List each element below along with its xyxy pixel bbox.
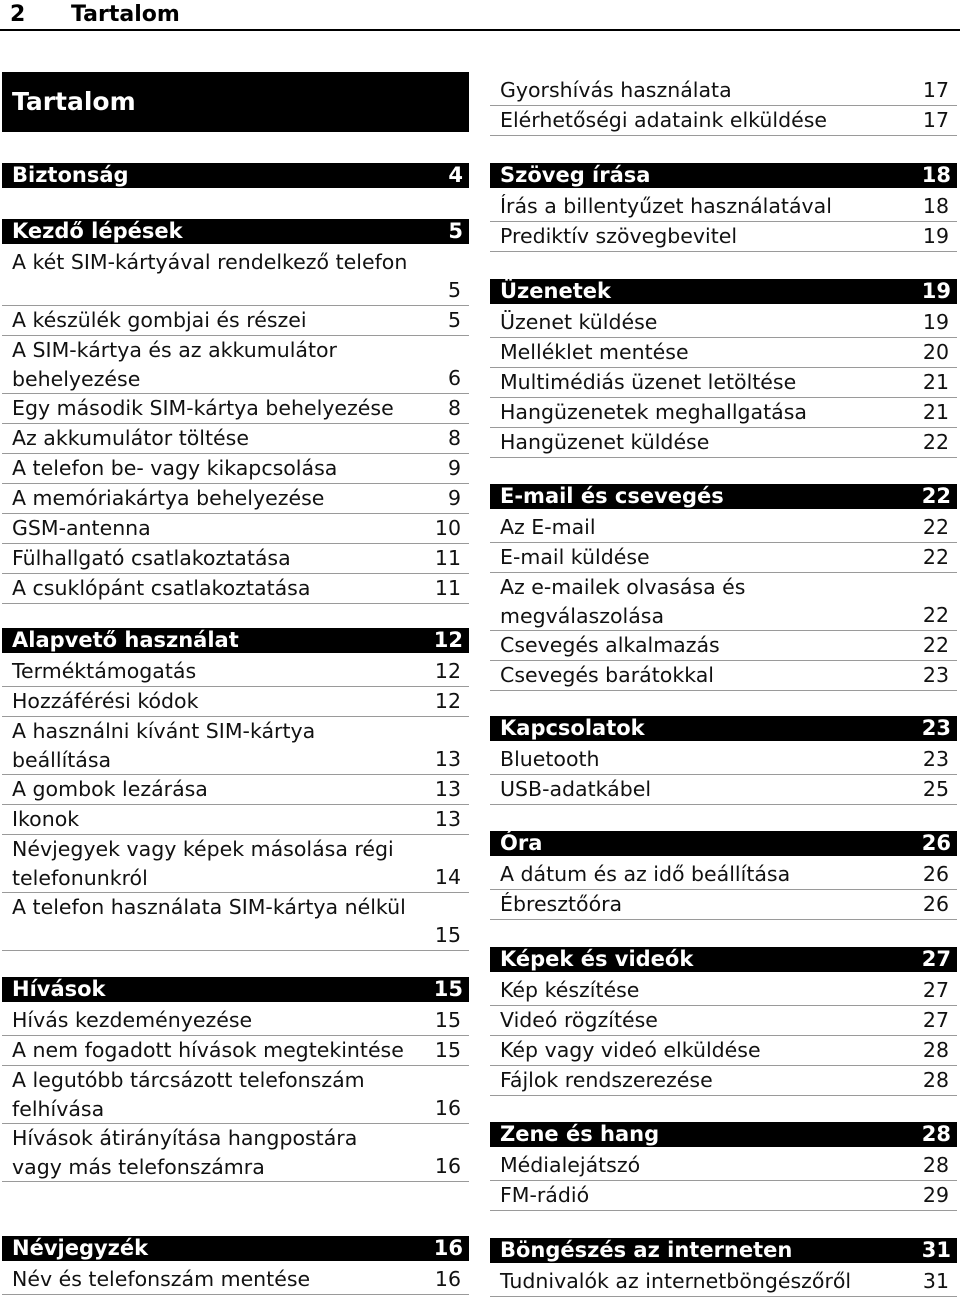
toc-entry-title: A nem fogadott hívások megtekintése <box>12 1038 404 1062</box>
section-heading[interactable] <box>490 1122 957 1147</box>
toc-entry[interactable] <box>2 306 469 336</box>
toc-entry-page: 28 <box>922 1038 949 1062</box>
toc-entry[interactable] <box>2 424 469 454</box>
toc-entry-page: 29 <box>922 1183 949 1207</box>
toc-entry-title: Kép vagy videó elküldése <box>500 1038 761 1062</box>
toc-entry-page: 9 <box>447 486 461 510</box>
toc-entry-title: A gombok lezárása <box>12 777 208 801</box>
section-heading-title: Alapvető használat <box>12 628 239 652</box>
toc-entry-title: Az e-mailek olvasása és megválaszolása <box>500 575 746 628</box>
toc-entry-page: 17 <box>922 108 949 132</box>
toc-entry-title: Az E-mail <box>500 515 596 539</box>
toc-entry-page: 12 <box>434 689 461 713</box>
toc-entry[interactable] <box>2 514 469 544</box>
toc-banner: Tartalom <box>2 72 469 132</box>
section-heading-page: 16 <box>433 1236 463 1260</box>
toc-entry[interactable] <box>2 454 469 484</box>
section-heading-title: E-mail és csevegés <box>500 484 724 508</box>
toc-entry-title: A dátum és az idő beállítása <box>500 862 791 886</box>
toc-entry-page: 8 <box>447 426 461 450</box>
section-heading-page: 15 <box>433 977 463 1001</box>
toc-entry[interactable] <box>2 484 469 514</box>
toc-entry[interactable] <box>490 543 957 573</box>
toc-entry[interactable] <box>490 860 957 890</box>
toc-entry-title: A telefon használata SIM-kártya nélkül <box>12 895 406 919</box>
toc-entry-title: Elérhetőségi adataink elküldése <box>500 108 827 132</box>
toc-entry-page: 18 <box>922 194 949 218</box>
section-heading[interactable] <box>490 1238 957 1263</box>
section-heading-title: Üzenetek <box>500 279 611 303</box>
toc-entry[interactable] <box>490 76 957 106</box>
toc-entry[interactable] <box>490 631 957 661</box>
toc-entry-page: 17 <box>922 78 949 102</box>
toc-entry-title: FM-rádió <box>500 1183 590 1207</box>
toc-entry[interactable] <box>490 338 957 368</box>
toc-entry-title: Fülhallgató csatlakoztatása <box>12 546 291 570</box>
toc-entry-page: 22 <box>922 430 949 454</box>
section-heading-title: Szöveg írása <box>500 163 651 187</box>
toc-entry-title: A memóriakártya behelyezése <box>12 486 325 510</box>
section-heading-page: 4 <box>448 163 463 187</box>
toc-entry-page: 9 <box>447 456 461 480</box>
toc-entry-title: A készülék gombjai és részei <box>12 308 307 332</box>
toc-entry-title: A használni kívánt SIM-kártya beállítása <box>12 719 316 772</box>
toc-entry-title: Bluetooth <box>500 747 600 771</box>
toc-entry-page: 5 <box>447 308 461 332</box>
section-heading[interactable] <box>2 163 469 188</box>
toc-entry-title: Ikonok <box>12 807 80 831</box>
toc-entry[interactable] <box>2 544 469 574</box>
toc-entry[interactable] <box>490 976 957 1006</box>
toc-entry-title: Az akkumulátor töltése <box>12 426 249 450</box>
toc-entry[interactable] <box>2 835 469 893</box>
toc-entry[interactable] <box>490 745 957 775</box>
toc-entry-page: 13 <box>434 747 461 771</box>
toc-entry-title: Médialejátszó <box>500 1153 641 1177</box>
toc-entry-page: 13 <box>434 777 461 801</box>
toc-entry-page: 19 <box>922 310 949 334</box>
toc-entry-title: GSM-antenna <box>12 516 151 540</box>
toc-entry-page: 10 <box>434 516 461 540</box>
toc-entry[interactable] <box>2 893 469 951</box>
toc-entry-title: Üzenet küldése <box>500 310 658 334</box>
toc-entry[interactable] <box>2 1006 469 1036</box>
toc-entry[interactable] <box>490 513 957 543</box>
toc-entry-title: Fájlok rendszerezése <box>500 1068 713 1092</box>
toc-entry-page: 15 <box>434 1038 461 1062</box>
toc-entry-page: 21 <box>922 370 949 394</box>
toc-entry[interactable] <box>2 394 469 424</box>
toc-left-column <box>2 0 469 1296</box>
toc-entry-page: 28 <box>922 1153 949 1177</box>
toc-entry[interactable] <box>490 192 957 222</box>
toc-entry-page: 11 <box>434 546 461 570</box>
toc-entry-title: A csuklópánt csatlakoztatása <box>12 576 311 600</box>
toc-entry-page: 21 <box>922 400 949 424</box>
toc-entry[interactable] <box>2 657 469 687</box>
toc-entry-page: 26 <box>922 892 949 916</box>
section-heading[interactable] <box>2 977 469 1002</box>
toc-entry-title: E-mail küldése <box>500 545 650 569</box>
toc-entry[interactable] <box>490 106 957 136</box>
toc-entry-page: 27 <box>922 1008 949 1032</box>
section-heading-page: 18 <box>921 163 951 187</box>
section-heading-page: 23 <box>921 716 951 740</box>
toc-entry[interactable] <box>490 1181 957 1211</box>
section-heading[interactable] <box>2 219 469 244</box>
toc-entry-page: 16 <box>434 1154 461 1178</box>
toc-entry[interactable] <box>2 687 469 717</box>
toc-entry[interactable] <box>490 308 957 338</box>
toc-entry-page: 11 <box>434 576 461 600</box>
toc-entry[interactable] <box>2 717 469 775</box>
toc-entry-title: Névjegyek vagy képek másolása régi telefonunkról <box>12 837 394 890</box>
section-heading[interactable] <box>490 716 957 741</box>
toc-entry-title: A telefon be- vagy kikapcsolása <box>12 456 338 480</box>
toc-entry-page: 22 <box>922 603 949 627</box>
toc-entry-page: 6 <box>447 366 461 390</box>
toc-entry-title: A legutóbb tárcsázott telefonszám felhívása <box>12 1068 365 1121</box>
toc-entry-title: Ébresztőóra <box>500 892 623 916</box>
section-heading[interactable] <box>490 947 957 972</box>
toc-entry[interactable] <box>2 248 469 306</box>
toc-entry-page: 27 <box>922 978 949 1002</box>
toc-entry-page: 22 <box>922 515 949 539</box>
toc-entry-page: 22 <box>922 633 949 657</box>
section-heading-page: 12 <box>433 628 463 652</box>
toc-entry-title: A SIM-kártya és az akkumulátor behelyezése <box>12 338 337 391</box>
section-heading-title: Kezdő lépések <box>12 219 183 243</box>
toc-entry[interactable] <box>2 1036 469 1066</box>
section-heading[interactable] <box>490 279 957 304</box>
section-heading-page: 27 <box>921 947 951 971</box>
toc-entry-title: Csevegés alkalmazás <box>500 633 720 657</box>
toc-entry-title: Gyorshívás használata <box>500 78 732 102</box>
toc-entry-title: Hívás kezdeményezése <box>12 1008 253 1032</box>
toc-entry[interactable] <box>490 661 957 691</box>
toc-entry-page: 19 <box>922 224 949 248</box>
toc-entry-title: Multimédiás üzenet letöltése <box>500 370 797 394</box>
toc-entry[interactable] <box>2 805 469 835</box>
toc-entry-page: 23 <box>922 663 949 687</box>
section-heading-page: 26 <box>921 831 951 855</box>
toc-entry[interactable] <box>490 398 957 428</box>
toc-entry[interactable] <box>2 336 469 394</box>
toc-entry[interactable] <box>490 1066 957 1096</box>
toc-entry[interactable] <box>490 573 957 631</box>
toc-entry-title: A két SIM-kártyával rendelkező telefon <box>12 250 408 274</box>
toc-entry-title: Terméktámogatás <box>12 659 197 683</box>
toc-entry-title: Név és telefonszám mentése <box>12 1267 311 1291</box>
toc-entry-page: 12 <box>434 659 461 683</box>
toc-entry-page: 15 <box>434 1008 461 1032</box>
section-heading[interactable] <box>490 484 957 509</box>
toc-entry[interactable] <box>490 1006 957 1036</box>
toc-entry[interactable] <box>2 1066 469 1124</box>
toc-entry[interactable] <box>2 775 469 805</box>
toc-entry[interactable] <box>490 775 957 805</box>
toc-entry-page: 26 <box>922 862 949 886</box>
toc-entry[interactable] <box>490 1267 957 1297</box>
toc-entry-page: 13 <box>434 807 461 831</box>
toc-entry-title: Írás a billentyűzet használatával <box>500 194 832 218</box>
toc-entry[interactable] <box>490 368 957 398</box>
toc-entry-page: 25 <box>922 777 949 801</box>
section-heading-page: 22 <box>921 484 951 508</box>
toc-entry[interactable] <box>490 890 957 920</box>
section-heading-title: Képek és videók <box>500 947 694 971</box>
section-heading-title: Kapcsolatok <box>500 716 645 740</box>
section-heading-page: 28 <box>921 1122 951 1146</box>
toc-entry-title: Tudnivalók az internetböngészőről <box>500 1269 852 1293</box>
toc-entry[interactable] <box>490 428 957 458</box>
toc-entry[interactable] <box>2 574 469 604</box>
toc-entry-title: Egy második SIM-kártya behelyezése <box>12 396 394 420</box>
toc-entry-title: Melléklet mentése <box>500 340 689 364</box>
toc-entry-title: Prediktív szövegbevitel <box>500 224 738 248</box>
section-heading-title: Zene és hang <box>500 1122 660 1146</box>
toc-right-column <box>490 0 957 1296</box>
toc-entry-title: Hívások átirányítása hangpostára vagy más telefonszámra <box>12 1126 358 1179</box>
toc-entry-page: 14 <box>434 865 461 889</box>
toc-entry-title: Videó rögzítése <box>500 1008 658 1032</box>
toc-entry-page: 8 <box>447 396 461 420</box>
section-heading-page: 31 <box>921 1238 951 1262</box>
toc-entry-page: 16 <box>434 1267 461 1291</box>
toc-entry-page: 15 <box>434 923 461 947</box>
toc-entry-title: Kép készítése <box>500 978 640 1002</box>
section-heading-title: Névjegyzék <box>12 1236 149 1260</box>
toc-entry-title: Hangüzenet küldése <box>500 430 710 454</box>
toc-entry[interactable] <box>490 222 957 252</box>
page-header-title: Tartalom <box>71 2 180 27</box>
section-heading-title: Böngészés az interneten <box>500 1238 793 1262</box>
toc-entry-page: 5 <box>447 278 461 302</box>
toc-entry-title: Hangüzenetek meghallgatása <box>500 400 807 424</box>
toc-entry-title: USB-adatkábel <box>500 777 652 801</box>
toc-entry-page: 31 <box>922 1269 949 1293</box>
toc-entry-page: 28 <box>922 1068 949 1092</box>
section-heading-title: Biztonság <box>12 163 129 187</box>
toc-entry[interactable] <box>2 1124 469 1182</box>
toc-entry-page: 20 <box>922 340 949 364</box>
section-heading[interactable] <box>490 163 957 188</box>
section-heading[interactable] <box>2 1236 469 1261</box>
page-number: 2 <box>10 2 26 27</box>
section-heading-page: 19 <box>921 279 951 303</box>
toc-entry[interactable] <box>2 1265 469 1295</box>
toc-entry-page: 16 <box>434 1096 461 1120</box>
section-heading-title: Óra <box>500 831 543 855</box>
toc-entry-title: Hozzáférési kódok <box>12 689 199 713</box>
section-heading-title: Hívások <box>12 977 106 1001</box>
section-heading[interactable] <box>2 628 469 653</box>
toc-entry-title: Csevegés barátokkal <box>500 663 714 687</box>
section-heading[interactable] <box>490 831 957 856</box>
section-heading-page: 5 <box>448 219 463 243</box>
toc-entry-page: 22 <box>922 545 949 569</box>
toc-entry[interactable] <box>490 1036 957 1066</box>
toc-entry[interactable] <box>490 1151 957 1181</box>
toc-entry-page: 23 <box>922 747 949 771</box>
